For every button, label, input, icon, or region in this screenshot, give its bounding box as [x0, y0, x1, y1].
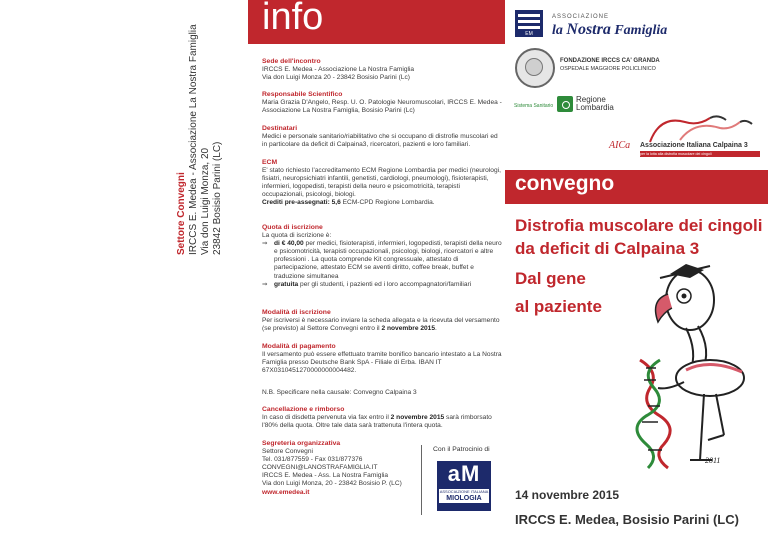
- em-logo-label: EM: [525, 31, 533, 37]
- segreteria-line-4: IRCCS E. Medea - Ass. La Nostra Famiglia: [262, 472, 389, 480]
- iscrizione-heading: Modalità di iscrizione: [262, 309, 331, 316]
- section-sede: [262, 58, 502, 82]
- nb-text: N.B. Specificare nella causale: Convegno Calpaina 3: [262, 389, 417, 396]
- quota-heading: Quota di iscrizione: [262, 224, 323, 231]
- quota-free-label: gratuita: [274, 280, 299, 288]
- cancellazione-text-2: sarà rimborsato l'80% della quota. Oltre tale data sarà trattenuta l'intera quota.: [262, 414, 492, 430]
- lnf-name-3: Famiglia: [614, 23, 668, 38]
- destinatari-heading: Destinatari: [262, 125, 298, 132]
- artist-signature: 2011: [705, 456, 721, 465]
- arrow-icon: ⇒: [262, 240, 268, 248]
- cover-subtitle-line-1: Dal gene: [515, 269, 586, 288]
- sede-text: IRCCS E. Medea - Associazione La Nostra Famiglia Via don Luigi Monza 20 - 23842 Bosisio Parini (Lc): [262, 66, 415, 82]
- event-place: IRCCS E. Medea, Bosisio Parini (LC): [515, 512, 739, 527]
- responsabile-heading: Responsabile Scientifico: [262, 91, 343, 98]
- fondazione-seal-icon: [515, 48, 555, 88]
- sede-heading: Sede dell'incontro: [262, 58, 321, 65]
- segreteria-line-3: CONVEGNI@LANOSTRAFAMIGLIA.IT: [262, 464, 378, 472]
- lnf-name-1: la: [552, 23, 563, 38]
- segreteria-line-1: Settore Convegni: [262, 448, 313, 456]
- section-modalita-pagamento: [262, 343, 502, 375]
- quota-item-paid: [262, 240, 502, 280]
- quota-paid-amount: di € 40,00: [274, 240, 304, 248]
- aim-logo-letters: aM: [447, 461, 481, 486]
- sector-label: Settore Convegni: [176, 172, 187, 255]
- sistema-sanitario-label: Sistema Sanitario: [514, 103, 554, 109]
- divider: [421, 445, 422, 515]
- em-logo: [515, 10, 543, 37]
- segreteria-heading: Segreteria organizzativa: [262, 440, 341, 447]
- aica-label: AICa: [609, 140, 631, 151]
- iscrizione-deadline: 2 novembre 2015: [381, 325, 436, 333]
- iscrizione-text: Per iscriversi è necessario inviare la scheda allegata e la ricevuta del versamento (se previsto) al Settore Convegni entro il: [262, 317, 500, 333]
- ecm-credits-value: 5,6: [331, 199, 341, 207]
- regione-line-1: Regione: [576, 95, 606, 104]
- ecm-credits-suffix: ECM-CPD Regione Lombardia.: [342, 199, 435, 207]
- quota-item-free: [262, 281, 502, 289]
- regione-name: [576, 96, 614, 112]
- segreteria-line-5: Via don Luigi Monza, 20 - 23842 Bosisio P. (LC): [262, 480, 402, 488]
- return-address-panel: [176, 24, 234, 255]
- cancellazione-heading: Cancellazione e rimborso: [262, 406, 345, 413]
- aica-name: Associazione Italiana Calpaina 3: [640, 142, 748, 149]
- fondazione-line-2: OSPEDALE MAGGIORE POLICLINICO: [560, 66, 656, 72]
- cover-title-line-1: Distrofia muscolare dei cingoli: [515, 216, 763, 235]
- iscrizione-end: .: [435, 325, 437, 333]
- cancellazione-text-1: In caso di disdetta pervenuta via fax entro il: [262, 414, 389, 422]
- lnf-association-label: ASSOCIAZIONE: [552, 14, 610, 20]
- address-line-1: IRCCS E. Medea - Associazione La Nostra Famiglia: [188, 24, 199, 255]
- cover-title-line-2: da deficit di Calpaina 3: [515, 239, 700, 258]
- ecm-heading: ECM: [262, 159, 278, 166]
- aim-logo-text-2: MIOLOGIA: [439, 494, 489, 503]
- quota-paid-text: per medici, fisioterapisti, infermieri, logopedisti, terapisti della neuro e psicomotricità, terapisti occupazionali, psicologi, biologi, ricercatori e altre professioni . La quota comprende Kit congressuale, attestato di partecipazione, attestato ECM se aventi diritto, coffee break, buffet e traduzione simultanea: [274, 240, 502, 280]
- pagamento-text: Il versamento può essere effettuato tramite bonifico bancario intestato a La Nostra Famiglia presso Deutsche Bank SpA - Filiale di Erba. IBAN IT 67X0310451270000000004482.: [262, 351, 502, 375]
- cancellazione-deadline: 2 novembre 2015: [390, 414, 445, 422]
- nb-note: [262, 389, 502, 397]
- ecm-credits: [262, 199, 502, 207]
- flamingo-dna-illustration: [620, 260, 760, 475]
- section-segreteria: [262, 440, 422, 497]
- destinatari-text: Medici e personale sanitario/riabilitativo che si occupano di distrofie muscolari ed in particolare da deficit di Calpaina3, ricercatori, pazienti e loro familiari.: [262, 133, 498, 149]
- website-link[interactable]: www.emedea.it: [262, 488, 310, 496]
- aim-logo: [437, 461, 491, 511]
- quota-free-text: per gli studenti, i pazienti ed i loro accompagnatori/familiari: [300, 280, 472, 288]
- segreteria-line-2: Tel. 031/877559 - Fax 031/877376: [262, 456, 363, 464]
- address-line-3: 23842 Bosisio Parini (LC): [212, 141, 223, 255]
- pagamento-heading: Modalità di pagamento: [262, 343, 336, 350]
- event-date: 14 novembre 2015: [515, 488, 620, 502]
- ecm-credits-label: Crediti pre-assegnati:: [262, 199, 330, 207]
- section-cancellazione: [262, 406, 502, 430]
- info-title: info: [262, 0, 324, 38]
- lnf-name-2: Nostra: [566, 21, 611, 38]
- section-responsabile: [262, 91, 502, 115]
- aica-sub: per la lotta alla distrofia muscolare dei cingoli: [640, 151, 760, 157]
- quota-intro: La quota di iscrizione è:: [262, 232, 332, 240]
- section-quota: [262, 224, 502, 289]
- section-modalita-iscrizione: [262, 309, 502, 333]
- convegno-label: convegno: [515, 172, 615, 195]
- fondazione-line-1: FONDAZIONE IRCCS CA' GRANDA: [560, 58, 660, 64]
- address-line-2: Via don Luigi Monza, 20: [200, 147, 211, 255]
- lnf-logo-text: [552, 21, 667, 39]
- patrocinio-label: Con il Patrocinio di: [433, 446, 490, 453]
- responsabile-text: Maria Grazia D'Angelo, Resp. U. O. Patologie Neuromuscolari, IRCCS E. Medea - Associazione La Nostra Famiglia, Bosisio Parini (Lc): [262, 99, 502, 115]
- section-destinatari: [262, 125, 502, 149]
- regione-line-2: Lombardia: [576, 103, 614, 112]
- cover-subtitle-line-2: al paziente: [515, 297, 602, 316]
- section-ecm: [262, 159, 502, 208]
- ecm-text: E' stato richiesto l'accreditamento ECM Regione Lombardia per medici (neurologi, fisiatri, neuropsichiatri infantili, genetisti, cardiologi, pneumologi), fisioterapisti, infermieri, logopedisti, terapisti della neuro e psicomotricità, terapisti occupazionali, psicologi, biologi.: [262, 167, 501, 199]
- arrow-icon: ⇒: [262, 280, 268, 288]
- aim-logo-text-1: ASSOCIAZIONE ITALIANA: [439, 489, 489, 494]
- regione-logo-icon: [557, 96, 573, 112]
